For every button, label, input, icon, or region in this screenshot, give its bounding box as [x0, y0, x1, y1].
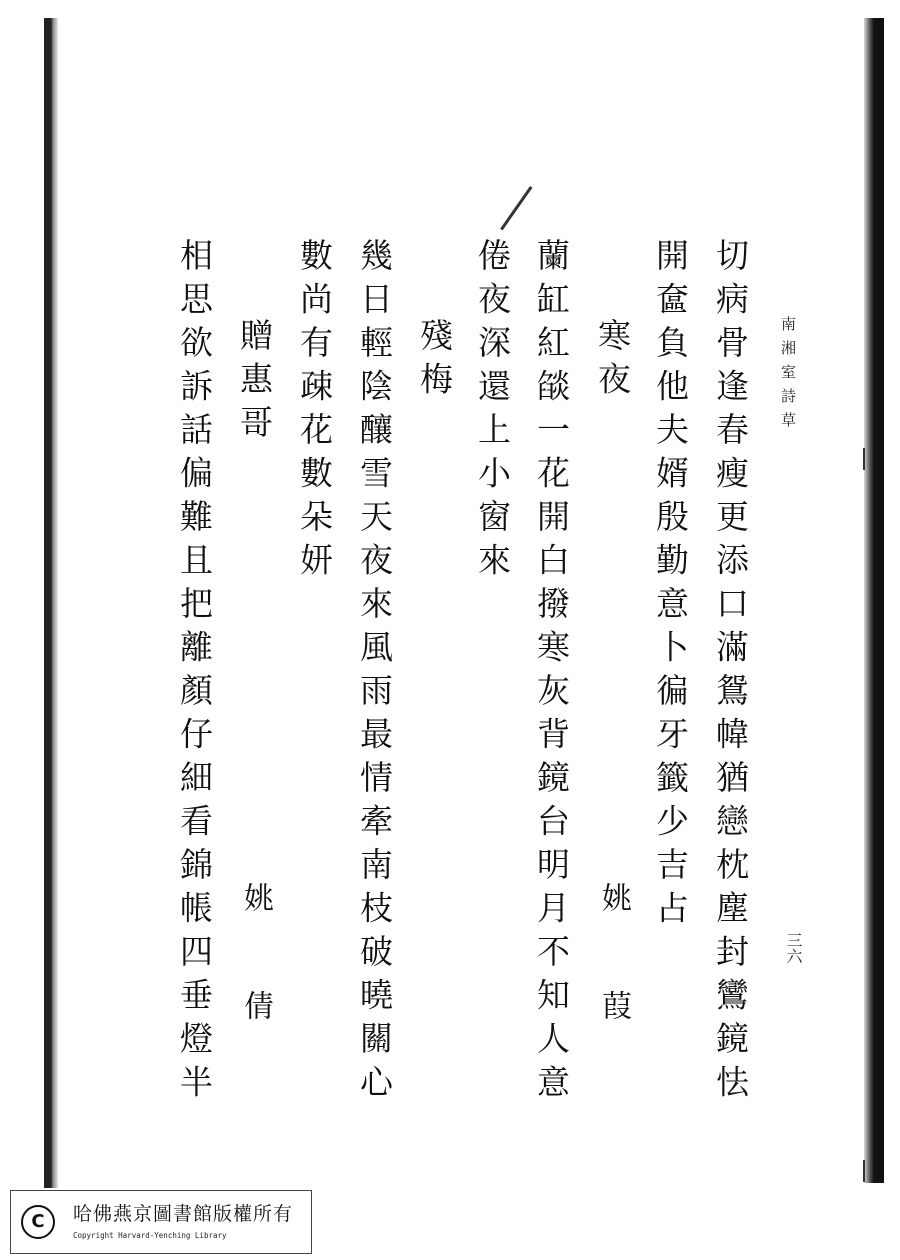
poem-text-column: 蘭缸紅燄一花開白撥寒灰背鏡台明月不知人意 — [532, 238, 571, 1108]
page-left-edge-shadow — [44, 18, 58, 1188]
poem-author: 姚 倩 — [238, 882, 273, 1044]
copyright-english: Copyright Harvard-Yenching Library — [73, 1231, 227, 1240]
poem-title: 殘梅 — [415, 318, 454, 405]
poem-text-column: 開奩負他夫婿殷勤意卜徧牙籤少吉占 — [651, 238, 690, 934]
poem-title: 贈惠哥 — [235, 318, 274, 449]
poem-text-column: 幾日輕陰釀雪天夜來風雨最情牽南枝破曉關心 — [355, 238, 394, 1108]
poem-text-column: 數尚有疎花數朵妍 — [295, 238, 334, 586]
copyright-chinese: 哈佛燕京圖書館版權所有 — [73, 1203, 294, 1225]
poem-text-column: 相思欲訴話偏難且把離顏仔細看錦帳四垂燈半 — [175, 238, 214, 1108]
page-right-edge-shadow — [864, 18, 884, 1183]
right-edge-tick — [863, 448, 865, 470]
poem-title: 寒夜 — [593, 318, 632, 405]
right-edge-tick — [863, 1160, 865, 1182]
poem-author: 姚 葭 — [596, 882, 631, 1044]
running-header: 南湘室詩草 — [779, 316, 797, 436]
copyright-icon: C — [21, 1205, 55, 1239]
margin-annotation-mark — [500, 186, 532, 230]
page-number: 三六 — [784, 932, 803, 964]
poem-text-column: 倦夜深還上小窗來 — [473, 238, 512, 586]
copyright-stamp — [10, 1190, 312, 1254]
poem-text-column: 切病骨逢春瘦更添口滿鴛幃猶戀枕塵封鸞鏡怯 — [711, 238, 750, 1108]
